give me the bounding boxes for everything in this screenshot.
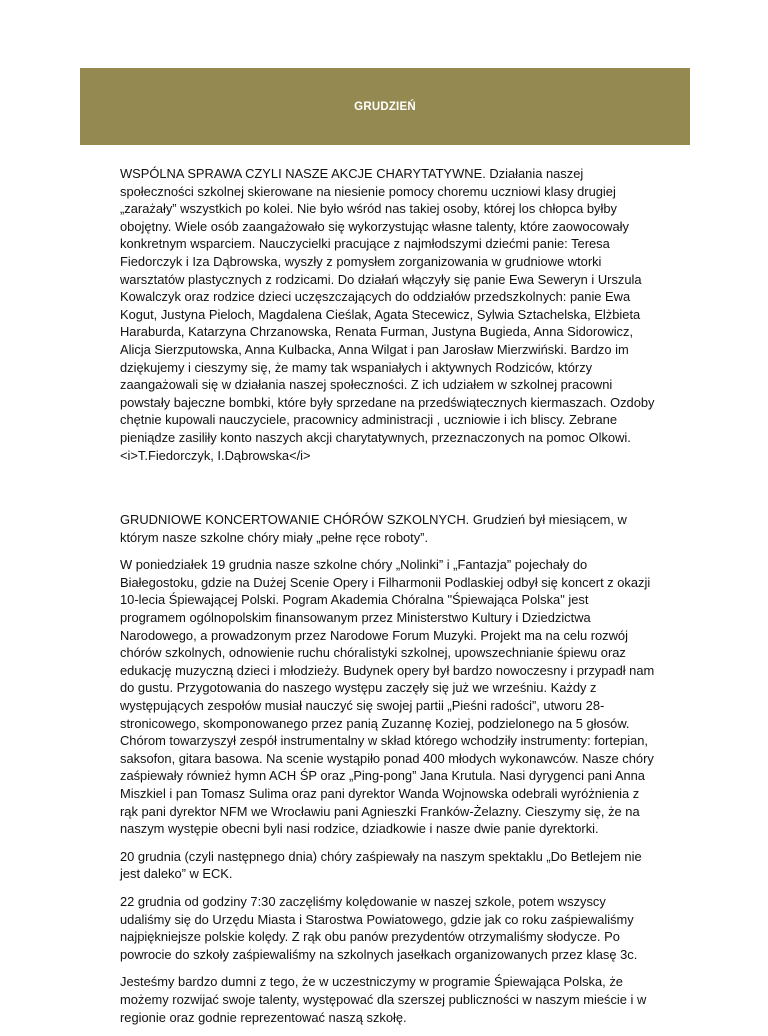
month-header-band	[80, 68, 690, 145]
paragraph-december-22: 22 grudnia od godziny 7:30 zaczęliśmy kolędowanie w naszej szkole, potem wszyscy udaliśmy się do Urzędu Miasta i Starostwa Powiatowego, gdzie jak co roku zaśpiewaliśmy najpiękniejsze polskie kolędy. Z rąk obu panów prezydentów otrzymaliśmy słodycze. Po powrocie do szkoły zaśpiewaliśmy na szkolnych jasełkach organizowanych przez klasę 3c.	[120, 893, 638, 962]
paragraph-december-20: 20 grudnia (czyli następnego dnia) chóry zaśpiewały na naszym spektaklu „Do Betlejem nie jest daleko” w ECK.	[120, 848, 642, 882]
article-body	[120, 165, 655, 1036]
paragraph-charity: WSPÓLNA SPRAWA CZYLI NASZE AKCJE CHARYTATYWNE. Działania naszej społeczności szkolnej skierowane na niesienie pomocy choremu uczniowi klasy drugiej „zarażały” wszystkich po kolei. Nie było wśród nas takiej osoby, której los chłopca byłby obojętny. Wiele osób zaangażowało się wykorzystując własne talenty, które zaowocowały konkretnym wsparciem. Nauczycielki pracujące z najmłodszymi dziećmi panie: Teresa Fiedorczyk i Iza Dąbrowska, wyszły z pomysłem zorganizowania w grudniowe wtorki warsztatów plastycznych z rodzicami. Do działań włączyły się panie Ewa Seweryn i Urszula Kowalczyk oraz rodzice dzieci uczęszczających do oddziałów przedszkolnych: panie Ewa Kogut, Justyna Pieloch, Magdalena Cieślak, Agata Stecewicz, Sylwia Sztachelska, Elżbieta Haraburda, Katarzyna Chrzanowska, Renata Furman, Justyna Bugieda, Anna Sidorowicz, Alicja Sierzputowska, Anna Kulbacka, Anna Wilgat i pan Jarosław Mierzwiński. Bardzo im dziękujemy i cieszymy się, że mamy tak wspaniałych i aktywnych Rodziców, którzy zaangażowali się w działania naszej społeczności. Z ich udziałem w szkolnej pracowni powstały bajeczne bombki, które były sprzedane na przedświątecznych kiermaszach. Ozdoby chętnie kupowali nauczyciele, pracownicy administracji , uczniowie i ich bliscy. Zebrane pieniądze zasiliły konto naszych akcji charytatywnych, przeznaczonych na pomoc Olkowi. <i>T.Fiedorczyk, I.Dąbrowska</i>	[120, 166, 655, 463]
paragraph-choirs-concert: W poniedziałek 19 grudnia nasze szkolne chóry „Nolinki” i „Fantazja” pojechały do Białegostoku, gdzie na Dużej Scenie Opery i Filharmonii Podlaskiej odbył się koncert z okazji 10-lecia Śpiewającej Polski. Pogram Akademia Chóralna "Śpiewająca Polska" jest programem ogólnopolskim finansowanym przez Ministerstwo Kultury i Dziedzictwa Narodowego, a prowadzonym przez Narodowe Forum Muzyki. Projekt ma na celu rozwój chórów szkolnych, odnowienie ruchu chóralistyki szkolnej, upowszechnianie śpiewu oraz edukację muzyczną dzieci i młodzieży. Budynek opery był bardzo nowoczesny i przypadł nam do gustu. Przygotowania do naszego występu zaczęły się już we wrześniu. Każdy z występujących zespołów musiał nauczyć się swojej partii „Pieśni radości”, utworu 28-stronicowego, skomponowanego przez panią Zuzannę Koziej, podzielonego na 5 głosów. Chórom towarzyszył zespół instrumentalny w skład którego wchodziły instrumenty: fortepian, saksofon, gitara basowa. Na scenie wystąpiło ponad 400 młodych wykonawców. Nasze chóry zaśpiewały również hymn ACH ŚP oraz „Ping-pong” Jana Krutula. Nasi dyrygenci pani Anna Miszkiel i pan Tomasz Sulima oraz pani dyrektor Wanda Wojnowska odebrali wyróżnienia z rąk pani dyrektor NFM we Wrocławiu pani Agnieszki Franków-Żelazny. Cieszymy się, że na naszym występie obecni byli nasi rodzice, dziadkowie i nasze dwie panie dyrektorki.	[120, 557, 655, 837]
paragraph-choirs-intro: GRUDNIOWE KONCERTOWANIE CHÓRÓW SZKOLNYCH. Grudzień był miesiącem, w którym nasze szkolne chóry miały „pełne ręce roboty”.	[120, 512, 627, 545]
section-spacer	[120, 474, 655, 511]
paragraph-closing: Jesteśmy bardzo dumni z tego, że w uczestniczymy w programie Śpiewająca Polska, że możemy rozwijać swoje talenty, występować dla szerszej publiczności w naszym mieście i w regionie oraz godnie reprezentować naszą szkołę.	[120, 974, 647, 1025]
month-title: GRUDZIEŃ	[354, 100, 416, 113]
